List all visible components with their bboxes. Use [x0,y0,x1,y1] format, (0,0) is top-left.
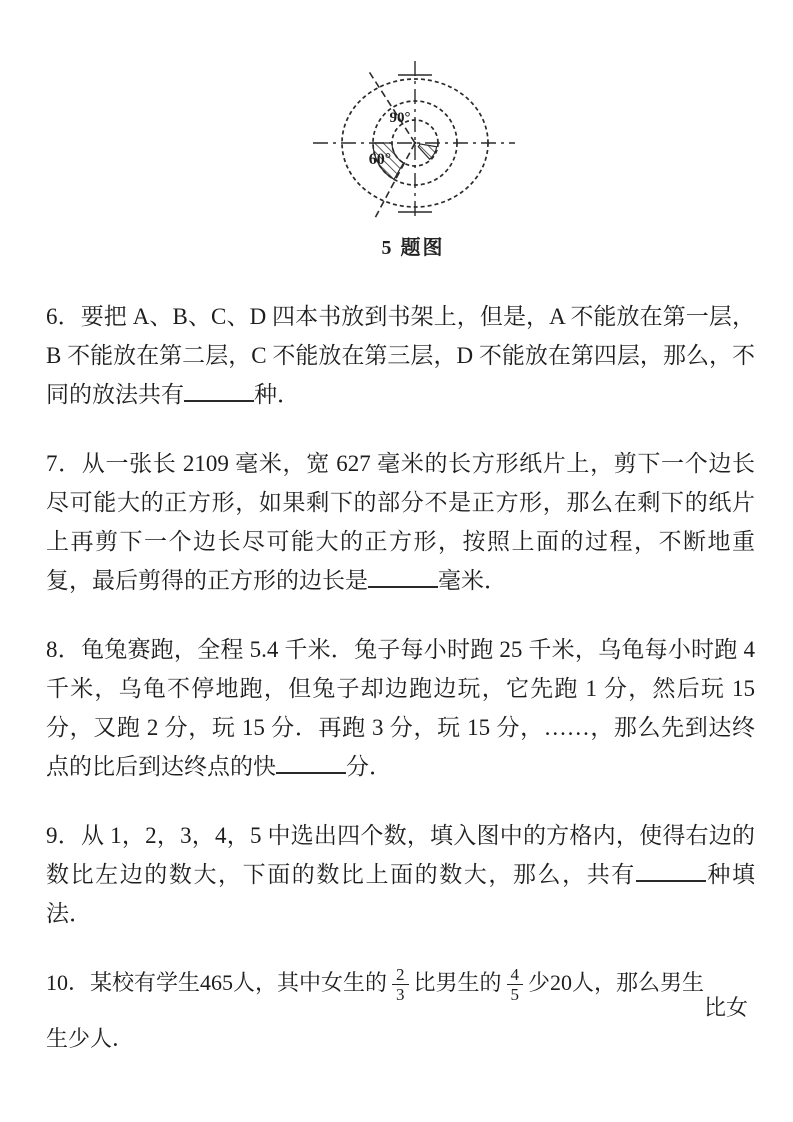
fraction-numerator: 2 [392,965,409,986]
answer-blank-q9 [636,857,706,882]
question-9 [46,816,755,933]
center-point [414,142,417,145]
question-10-seg1: 10．某校有学生465人，其中女生的 [46,970,388,995]
question-7 [46,444,755,600]
question-10 [46,963,755,1058]
angle-60-label: 60° [368,151,392,168]
question-6-text: 6．要把 A、B、C、D 四本书放到书架上，但是，A 不能放在第一层，B 不能放在第二层，C 不能放在第三层，D 不能放在第四层，那么，不同的放法共有 [46,304,755,407]
question-9-suffix: 种填法． [46,862,756,926]
question5-figure [303,55,523,233]
question-8 [46,630,755,786]
fraction-denominator: 5 [510,985,520,1005]
question-10-seg3: 少20人，那么男生 [528,970,705,995]
answer-blank-q8 [276,749,346,774]
fraction-numerator: 4 [507,965,524,986]
figure-caption: 5 题图 [381,237,445,259]
question-9-text: 9．从 1，2，3，4，5 中选出四个数，填入图中的方格内，使得右边的数比左边的数大，下面的数比上面的数大，那么，共有 [46,823,755,887]
fraction-denominator: 3 [396,985,405,1005]
fraction-two-thirds [392,965,409,1005]
question-10-lowered-text: 比女 [704,995,749,1020]
concentric-circles-diagram [303,55,523,233]
fraction-four-fifths [507,965,524,1005]
question-8-suffix: 分． [346,754,392,779]
question-7-suffix: 毫米． [438,568,507,593]
question-6 [46,297,755,414]
answer-blank-q7 [368,563,438,588]
question-10-line1 [46,964,749,1020]
question-6-suffix: 种． [254,382,300,407]
question-10-line2: 生少人． [46,1026,135,1051]
question-list [46,297,755,1088]
angle-90-label: 90° [389,110,411,126]
question-8-text: 8．龟兔赛跑，全程 5.4 千米．兔子每小时跑 25 千米，乌龟每小时跑 4 千米，乌龟不停地跑，但兔子却边跑边玩，它先跑 1 分，然后玩 15 分，又跑 2 分，玩 15 分．再跑 3 分，玩 15 分，……，那么先到达终点的比后到达终点的快 [46,637,755,779]
question-7-text: 7．从一张长 2109 毫米，宽 627 毫米的长方形纸片上，剪下一个边长尽可能大的正方形，如果剩下的部分不是正方形，那么在剩下的纸片上再剪下一个边长尽可能大的正方形，按照上面的过程，不断地重复，最后剪得的正方形的边长是 [46,451,755,593]
question-10-seg2: 比男生的 [413,970,502,995]
answer-blank-q6 [184,377,254,402]
